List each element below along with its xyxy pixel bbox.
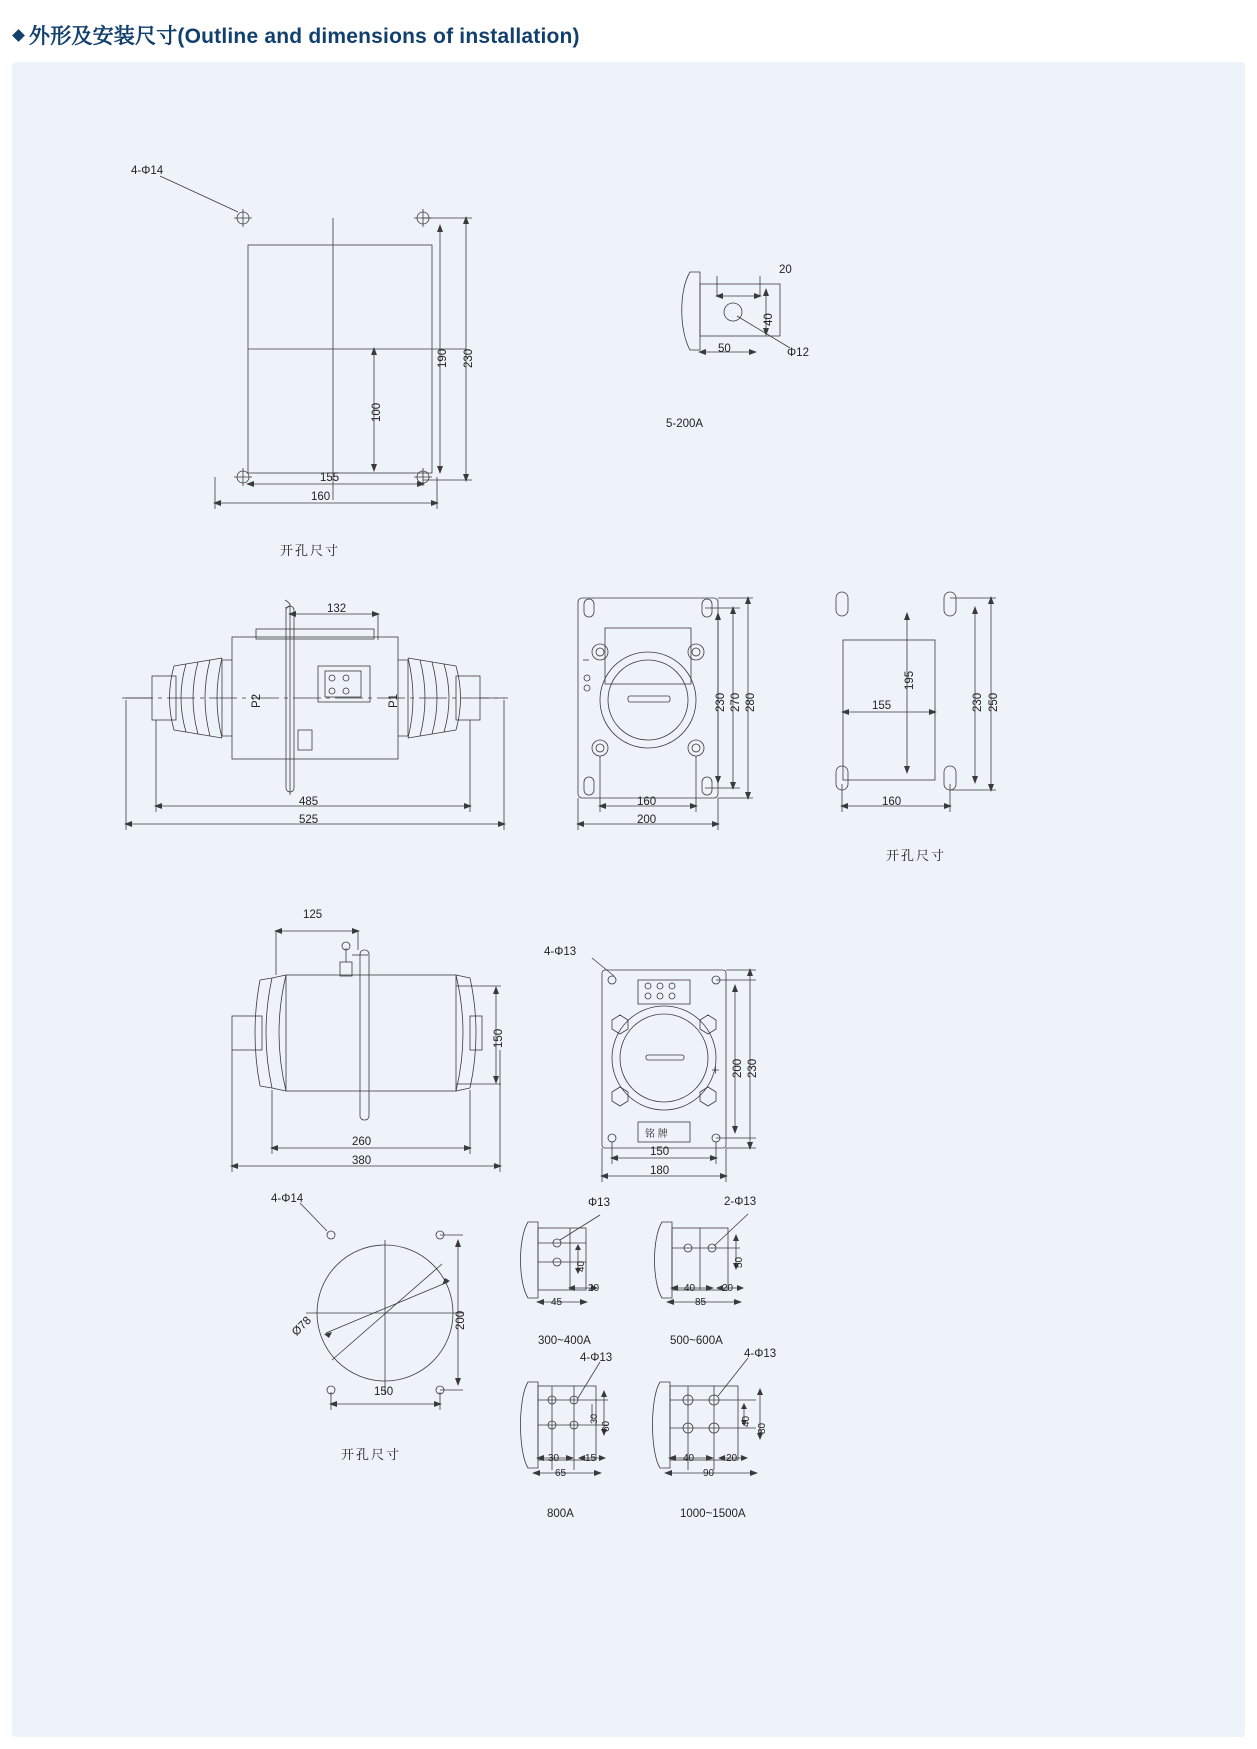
fig3-dim-132: 132 xyxy=(327,603,347,615)
fig12-dim-80: 80 xyxy=(757,1422,768,1434)
fig6-dim-125: 125 xyxy=(303,909,323,921)
fig5-dim-160: 160 xyxy=(882,796,902,808)
fig1-dim-100: 100 xyxy=(371,402,383,422)
fig7-dim-200: 200 xyxy=(732,1058,744,1078)
fig7-dim-230: 230 xyxy=(747,1058,759,1078)
fig8-dia-78: Ø78 xyxy=(290,1314,314,1339)
fig6-dim-380: 380 xyxy=(352,1155,372,1167)
fig8-dim-200: 200 xyxy=(455,1310,467,1330)
fig11-dim-30: 30 xyxy=(548,1453,560,1464)
fig11-caption: 800A xyxy=(547,1508,574,1520)
fig11-dim-30v: 30 xyxy=(589,1413,599,1424)
fig1-caption: 开孔尺寸 xyxy=(280,543,341,558)
fig7-dim-150: 150 xyxy=(650,1146,670,1158)
fig9-dim-40: 40 xyxy=(576,1260,587,1272)
fig11-dim-65: 65 xyxy=(555,1468,567,1479)
fig12-holes-label: 4-Φ13 xyxy=(744,1348,777,1360)
fig2-caption: 5-200A xyxy=(666,418,704,430)
fig4-dim-280: 280 xyxy=(745,692,757,712)
fig4-dim-160: 160 xyxy=(637,796,657,808)
fig7-dim-180: 180 xyxy=(650,1165,670,1177)
fig1-holes-label: 4-Φ14 xyxy=(131,165,164,177)
fig9-hole-label: Φ13 xyxy=(588,1197,610,1209)
fig9-dim-45: 45 xyxy=(551,1297,563,1308)
fig11-dim-15: 15 xyxy=(585,1453,597,1464)
fig2-dim-50: 50 xyxy=(718,343,731,355)
fig8-caption: 开孔尺寸 xyxy=(341,1447,402,1462)
fig3-p2: P2 xyxy=(251,693,263,708)
fig11-dim-60: 60 xyxy=(601,1420,612,1432)
fig4-dim-200: 200 xyxy=(637,814,657,826)
fig1-dim-160: 160 xyxy=(311,491,331,503)
fig10-caption: 500~600A xyxy=(670,1335,723,1347)
fig10-holes-label: 2-Φ13 xyxy=(724,1196,757,1208)
fig12-dim-20: 20 xyxy=(726,1453,738,1464)
fig4-dim-230: 230 xyxy=(715,692,727,712)
fig12-dim-90: 90 xyxy=(703,1468,715,1479)
fig1-dim-155: 155 xyxy=(320,472,340,484)
fig8-holes-label: 4-Φ14 xyxy=(271,1193,304,1205)
fig9-caption: 300~400A xyxy=(538,1335,591,1347)
fig1-dim-190: 190 xyxy=(437,348,449,368)
fig7-holes-label: 4-Φ13 xyxy=(544,946,577,958)
fig11-holes-label: 4-Φ13 xyxy=(580,1352,613,1364)
fig2-hole-label: Φ12 xyxy=(787,347,809,359)
page-title-text: 外形及安装尺寸(Outline and dimensions of installation) xyxy=(29,25,580,48)
fig3-dim-485: 485 xyxy=(299,796,319,808)
fig2-dim-20: 20 xyxy=(779,264,792,276)
fig2-dim-40: 40 xyxy=(763,313,775,326)
fig8-dim-150: 150 xyxy=(374,1386,394,1398)
fig1-dim-230: 230 xyxy=(463,348,475,368)
fig5-dim-230: 230 xyxy=(972,692,984,712)
fig12-dim-40: 40 xyxy=(683,1453,695,1464)
fig5-caption: 开孔尺寸 xyxy=(886,848,947,863)
fig12-caption: 1000~1500A xyxy=(680,1508,746,1520)
fig10-dim-20: 20 xyxy=(722,1283,734,1294)
fig10-dim-50: 50 xyxy=(734,1256,745,1268)
fig9-dim-20: 20 xyxy=(588,1283,600,1294)
fig5-dim-155: 155 xyxy=(872,700,892,712)
fig3-p1: P1 xyxy=(388,693,400,708)
fig12-dim-40v: 40 xyxy=(741,1415,752,1427)
fig6-dim-260: 260 xyxy=(352,1136,372,1148)
fig5-dim-195: 195 xyxy=(904,670,916,690)
fig4-dim-270: 270 xyxy=(730,692,742,712)
fig10-dim-40: 40 xyxy=(684,1283,696,1294)
fig10-dim-85: 85 xyxy=(695,1297,707,1308)
fig3-dim-525: 525 xyxy=(299,814,319,826)
fig5-dim-250: 250 xyxy=(988,692,1000,712)
fig6-dim-150: 150 xyxy=(493,1028,505,1048)
fig7-nameplate-label: 铭 牌 xyxy=(645,1129,668,1140)
